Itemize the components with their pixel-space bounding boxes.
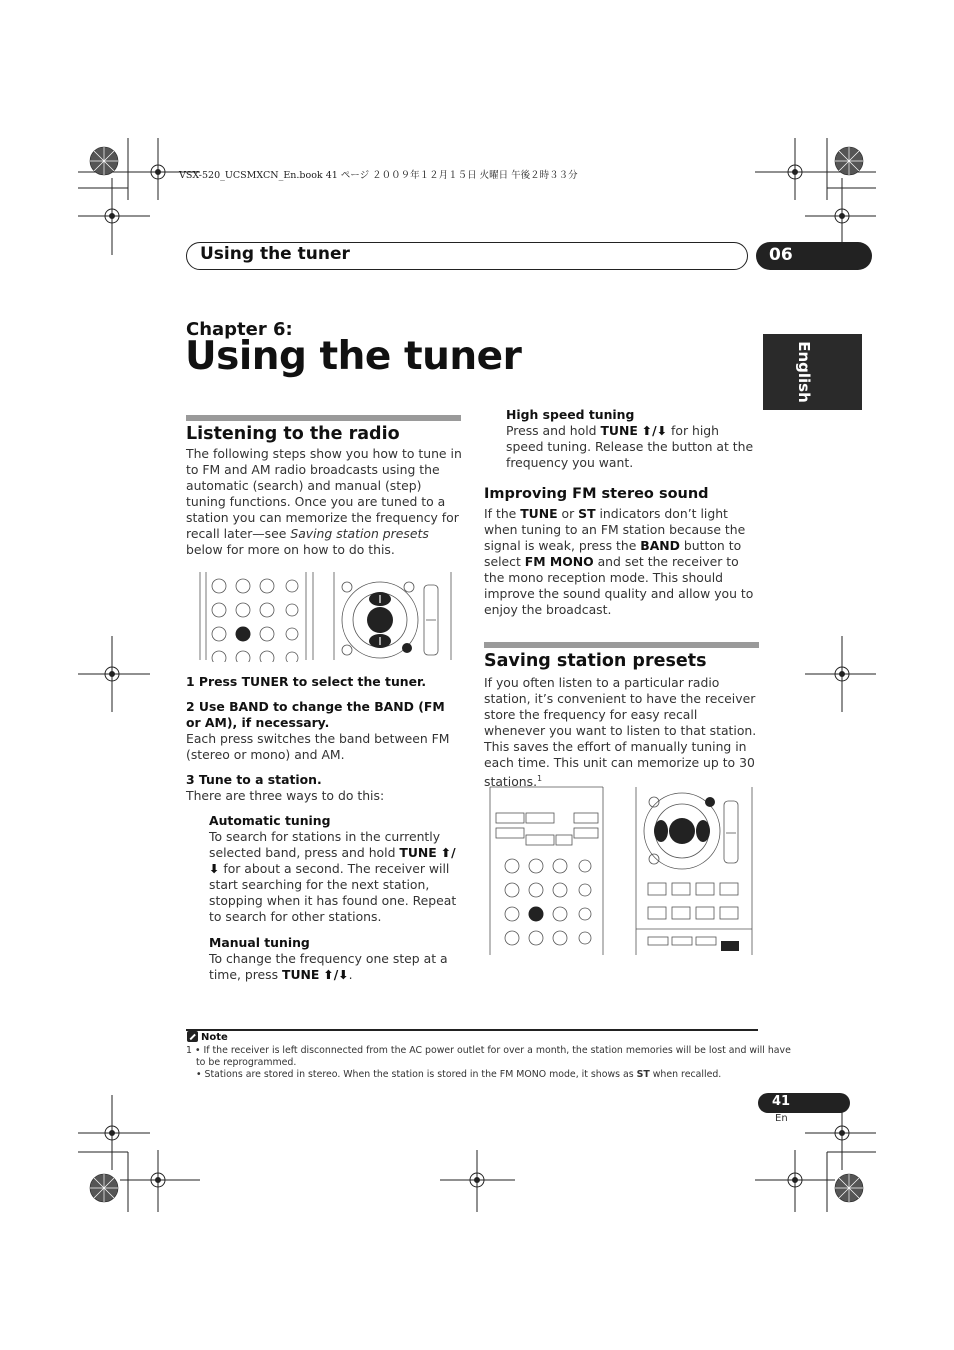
- manual-tuning-body: To change the frequency one step at a time, press TUNE ⬆/⬇.: [209, 951, 448, 982]
- chapter-label: Chapter 6:: [186, 319, 293, 340]
- listening-intro: The following steps show you how to tune in to FM and AM radio broadcasts using the automatic (search) and manual (step) tuning functions. Once you are tuned to a station you can memorize the frequency for recall later—see Saving station presets below for more on how to do this.: [186, 446, 462, 557]
- section-heading-presets: Saving station presets: [484, 651, 707, 671]
- footnote-2: • Stations are stored in stereo. When the station is stored in the FM MONO mode, it shows as ST when recalled.: [196, 1069, 722, 1080]
- note-rule: [186, 1029, 758, 1031]
- automatic-tuning-title: Automatic tuning: [209, 813, 331, 828]
- section-heading-listening: Listening to the radio: [186, 424, 400, 444]
- note-heading: Note: [187, 1031, 228, 1043]
- section-rule: [484, 642, 759, 648]
- tune-arrows-icon: ⬆/⬇: [323, 967, 349, 982]
- language-tab-label: English: [795, 341, 813, 403]
- section-rule: [186, 415, 461, 421]
- footnote-marker: 1: [537, 774, 543, 783]
- section-heading-fm: Improving FM stereo sound: [484, 486, 709, 502]
- remote-illustration-tuner: [196, 570, 454, 662]
- manual-tuning-title: Manual tuning: [209, 935, 310, 950]
- footnote-1: 1 • If the receiver is left disconnected from the AC power outlet for over a month, the station memories will be lost and will have: [186, 1045, 791, 1056]
- step-1: 1 Press TUNER to select the tuner.: [186, 674, 427, 689]
- header-title: Using the tuner: [200, 244, 350, 264]
- presets-body: If you often listen to a particular radio station, it’s convenient to have the receiver store the frequency for easy recall whenever you want to listen to that station. This saves the effort of manually tuning in each time. This unit can memorize up to 30 stations.$^1$: [484, 675, 757, 790]
- step-2: 2 Use BAND to change the BAND (FM or AM), if necessary.: [186, 699, 445, 730]
- step-3-body: There are three ways to do this:: [186, 788, 385, 803]
- print-header: VSX-520_UCSMXCN_En.book 41 ページ ２００９年１２月１５日 火曜日 午後２時３３分: [179, 170, 578, 181]
- fm-body: If the TUNE or ST indicators don’t light when tuning to an FM station because the signal is weak, press the BAND button to select FM MONO and set the receiver to the mono reception mode. This should improve the sound quality and allow you to enjoy the broadcast.: [484, 506, 754, 617]
- intro-cross-reference: Saving station presets: [290, 526, 429, 541]
- step-2-body: Each press switches the band between FM (stereo or mono) and AM.: [186, 731, 450, 762]
- high-speed-tuning-title: High speed tuning: [506, 407, 635, 422]
- automatic-tuning-body: To search for stations in the currently selected band, press and hold TUNE ⬆/⬇ for about a second. The receiver will start searching for the next station, stopping when it has found one. Repeat to search for other stations.: [209, 829, 457, 924]
- remote-illustration-presets: [488, 783, 756, 957]
- chapter-title: Using the tuner: [185, 334, 522, 379]
- chapter-number-badge: 06: [756, 242, 872, 270]
- tune-arrows-icon: ⬆/⬇: [641, 423, 668, 438]
- step-3: 3 Tune to a station.: [186, 772, 322, 787]
- note-pencil-icon: [187, 1031, 198, 1042]
- page-number: 41: [758, 1093, 850, 1113]
- footnote-1-cont: to be reprogrammed.: [196, 1057, 297, 1068]
- page-language: En: [775, 1113, 788, 1124]
- tune-arrows-icon: ⬆/⬇: [209, 845, 456, 876]
- high-speed-tuning-body: Press and hold TUNE ⬆/⬇ for high speed tuning. Release the button at the frequency you want.: [506, 423, 754, 470]
